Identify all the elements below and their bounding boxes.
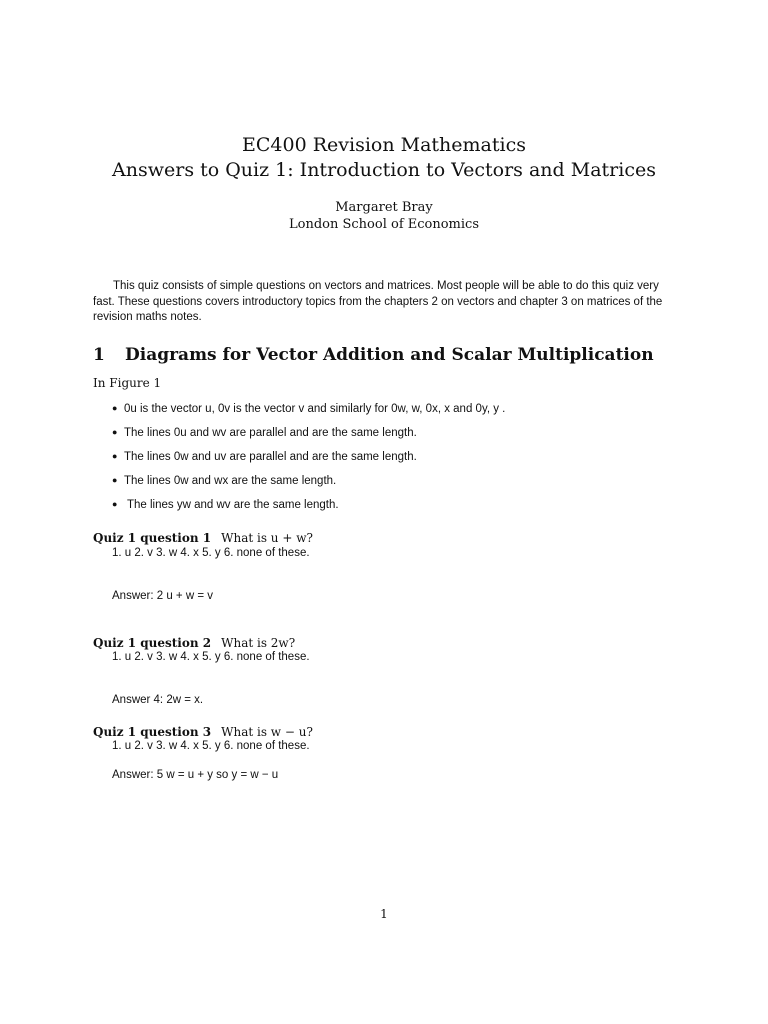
question-1-answer: Answer: 2 u + w = v xyxy=(112,590,213,602)
question-2-options: 1. u 2. v 3. w 4. x 5. y 6. none of these. xyxy=(112,651,310,663)
intro-paragraph: This quiz consists of simple questions on vectors and matrices. Most people will be able to do this quiz very fast. These questions covers introductory topics from the chapters 2 on vectors and chapter 3 on matrices of the revision maths notes. xyxy=(93,280,663,324)
question-3-answer: Answer: 5 w = u + y so y = w − u xyxy=(112,769,279,781)
question-3-options: 1. u 2. v 3. w 4. x 5. y 6. none of these. xyxy=(112,740,310,752)
question-prompt: What is u + w? xyxy=(221,531,313,545)
question-2-answer: Answer 4: 2w = x. xyxy=(112,694,204,706)
question-label: Quiz 1 question 1 xyxy=(93,531,212,545)
section-number: 1 xyxy=(93,345,105,365)
bullet-icon: ● xyxy=(112,427,118,437)
bullet-icon: ● xyxy=(112,403,118,413)
section-lead: In Figure 1 xyxy=(93,376,162,390)
question-1-options: 1. u 2. v 3. w 4. x 5. y 6. none of these. xyxy=(112,547,310,559)
question-prompt: What is w − u? xyxy=(221,725,313,739)
bullet-item: ● 0u is the vector u, 0v is the vector v and similarly for 0w, w, 0x, x and 0y, y . xyxy=(112,403,506,415)
bullet-icon: ● xyxy=(112,499,118,509)
question-prompt: What is 2w? xyxy=(221,636,296,650)
section-title: Diagrams for Vector Addition and Scalar Multiplication xyxy=(125,345,654,365)
bullet-item: ● The lines 0w and uv are parallel and are the same length. xyxy=(112,451,417,463)
question-label: Quiz 1 question 3 xyxy=(93,725,212,739)
bullet-icon: ● xyxy=(112,451,118,461)
question-2 xyxy=(93,636,295,650)
author-name: Margaret Bray xyxy=(335,200,433,215)
question-1 xyxy=(93,531,313,545)
bullet-item: ● The lines yw and wv are the same length. xyxy=(112,499,339,511)
bullet-icon: ● xyxy=(112,475,118,485)
author-affiliation: London School of Economics xyxy=(289,217,479,232)
bullet-item: ● The lines 0w and wx are the same length. xyxy=(112,475,337,487)
title-line-1: EC400 Revision Mathematics xyxy=(242,134,526,156)
title-line-2: Answers to Quiz 1: Introduction to Vectors and Matrices xyxy=(112,159,656,181)
section-heading xyxy=(93,345,654,365)
page-number: 1 xyxy=(380,907,388,921)
question-label: Quiz 1 question 2 xyxy=(93,636,212,650)
bullet-item: ● The lines 0u and wv are parallel and are the same length. xyxy=(112,427,417,439)
question-3 xyxy=(93,725,313,739)
